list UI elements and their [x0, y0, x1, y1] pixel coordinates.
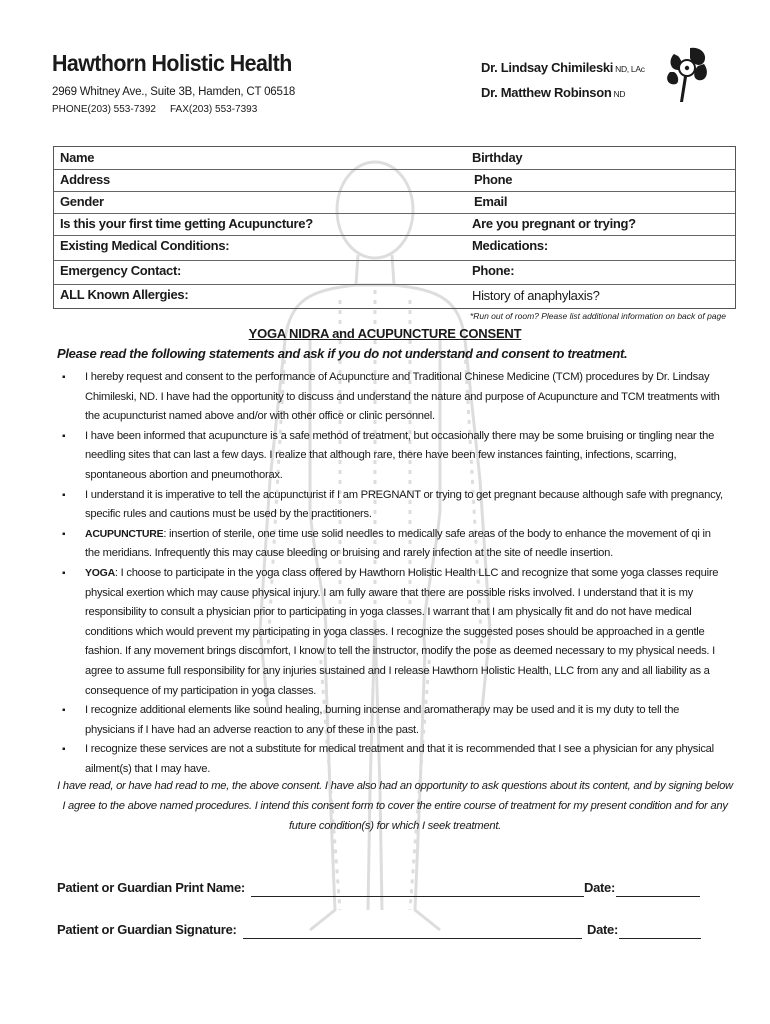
field-emergency-phone[interactable]: Phone:: [472, 263, 515, 278]
field-medications[interactable]: Medications:: [472, 238, 548, 253]
statement-text: : I choose to participate in the yoga class offered by Hawthorn Holistic Health LLC and recognize that some yoga classes require physical exertion which may cause physical injury. I am fully aware that there are possible risks involved. I understand that it is my responsibility to consult a physician prior to participating in yoga classes. I warrant that I am physically fit and do not have medical conditions which would prevent my participating in yoga classes. I recognize the suggested poses should be approached in a gentle fashion. If any movement brings discomfort, I know to tell the instructor, modify the pose as deemed necessary to my physical needs. I agree to assume full responsibility for any injuries sustained and I release Hawthorn Holistic Health, LLC from any and all liability as a consequence of my participation in yoga classes.: [85, 566, 719, 697]
field-pregnant[interactable]: Are you pregnant or trying?: [472, 216, 636, 231]
signature-line[interactable]: [243, 938, 582, 939]
clinic-name: Hawthorn Holistic Health: [52, 50, 292, 76]
overflow-footnote: *Run out of room? Please list additional information on back of page: [469, 311, 726, 321]
date-label: Date:: [584, 880, 616, 895]
consent-title: YOGA NIDRA and ACUPUNCTURE CONSENT: [248, 326, 522, 341]
doctor-credentials: ND: [613, 89, 626, 99]
statement-text: I have been informed that acupuncture is a safe method of treatment, but occasionally there may be some bruising or tingling near the needling sites that can last a few days. I realize that although rare, there have been few instances fainting, infections, scarring, spontaneous abortion and pneumothorax.: [85, 429, 715, 481]
consent-statements: [60, 368, 725, 779]
field-gender[interactable]: Gender: [60, 194, 104, 209]
row-divider: [54, 235, 735, 236]
row-divider: [54, 169, 735, 170]
consent-closing: I have read, or have had read to me, the above consent. I have also had an opportunity to ask questions about its content, and by signing below I agree to the above named procedures. I intend this consent form to cover the entire course of treatment for my present condition and for any future condition(s) for which I seek treatment.: [57, 780, 733, 832]
statement-text: I hereby request and consent to the performance of Acupuncture and Traditional Chinese Medicine (TCM) procedures by Dr. Lindsay Chimileski, ND. I have had the opportunity to discuss and understand the nature and purpose of Acupuncture and TCM treatments with the acupuncturist named above and/or with other office or clinic personnel.: [85, 371, 720, 423]
consent-statement: [60, 427, 725, 486]
hawthorn-flower-logo-icon: [660, 44, 710, 104]
print-name-label: Patient or Guardian Print Name:: [57, 880, 245, 895]
date-label: Date:: [587, 922, 619, 937]
doctor-name: Dr. Matthew Robinson: [481, 85, 612, 100]
doctor-credentials: ND, LAc: [615, 64, 645, 74]
clinic-phone: PHONE(203) 553-7392: [52, 104, 156, 115]
field-name[interactable]: Name: [60, 150, 95, 165]
doctor-name: Dr. Lindsay Chimileski: [481, 60, 614, 75]
field-medical-conditions[interactable]: Existing Medical Conditions:: [60, 238, 230, 253]
clinic-address: 2969 Whitney Ave., Suite 3B, Hamden, CT 06518: [52, 86, 296, 98]
clinic-fax: FAX(203) 553-7393: [170, 104, 258, 115]
statement-text: I understand it is imperative to tell the acupuncturist if I am PREGNANT or trying to get pregnant because although safe with pregnancy, specific rules and cautions must be used by the practitioners.: [85, 488, 723, 521]
row-divider: [54, 213, 735, 214]
field-first-acupuncture[interactable]: Is this your first time getting Acupuncture?: [60, 216, 313, 231]
doctor-1: [481, 60, 645, 75]
print-name-date-line[interactable]: [616, 896, 700, 897]
field-anaphylaxis[interactable]: History of anaphylaxis?: [472, 288, 600, 303]
field-allergies[interactable]: ALL Known Allergies:: [60, 287, 189, 302]
row-divider: [54, 191, 735, 192]
row-divider: [54, 260, 735, 261]
doctor-2: [481, 85, 625, 100]
row-divider: [54, 284, 735, 285]
field-emergency-contact[interactable]: Emergency Contact:: [60, 263, 182, 278]
print-name-line[interactable]: [251, 896, 584, 897]
statement-text: I recognize these services are not a substitute for medical treatment and that it is recommended that I see a physician for any physical ailment(s) that I may have.: [85, 743, 714, 775]
field-birthday[interactable]: Birthday: [472, 150, 523, 165]
patient-info-box: [53, 146, 736, 309]
field-address[interactable]: Address: [60, 172, 110, 187]
signature-label: Patient or Guardian Signature:: [57, 922, 237, 937]
consent-statement: [60, 368, 725, 427]
consent-statement: [60, 525, 725, 564]
statement-text: : insertion of sterile, one time use solid needles to medically safe areas of the body to enhance the movement of qi in the meridians. Infrequently this may cause bleeding or bruising and rarely infection at the site of needle insertion.: [85, 527, 711, 560]
statement-keyword: YOGA: [85, 566, 115, 579]
statement-text: I recognize additional elements like sound healing, burning incense and aromatherapy may be used and it is my duty to tell the physicians if I have had an adverse reaction to any of these in the past.: [85, 704, 680, 736]
consent-statement: [60, 740, 725, 779]
consent-statement: [60, 701, 725, 740]
consent-statement: [60, 564, 725, 701]
signature-date-line[interactable]: [619, 938, 701, 939]
consent-statement: [60, 486, 725, 525]
field-email[interactable]: Email: [474, 194, 508, 209]
statement-keyword: ACUPUNCTURE: [85, 527, 164, 540]
consent-intro: Please read the following statements and ask if you do not understand and consent to treatment.: [57, 346, 628, 361]
field-phone[interactable]: Phone: [474, 172, 513, 187]
